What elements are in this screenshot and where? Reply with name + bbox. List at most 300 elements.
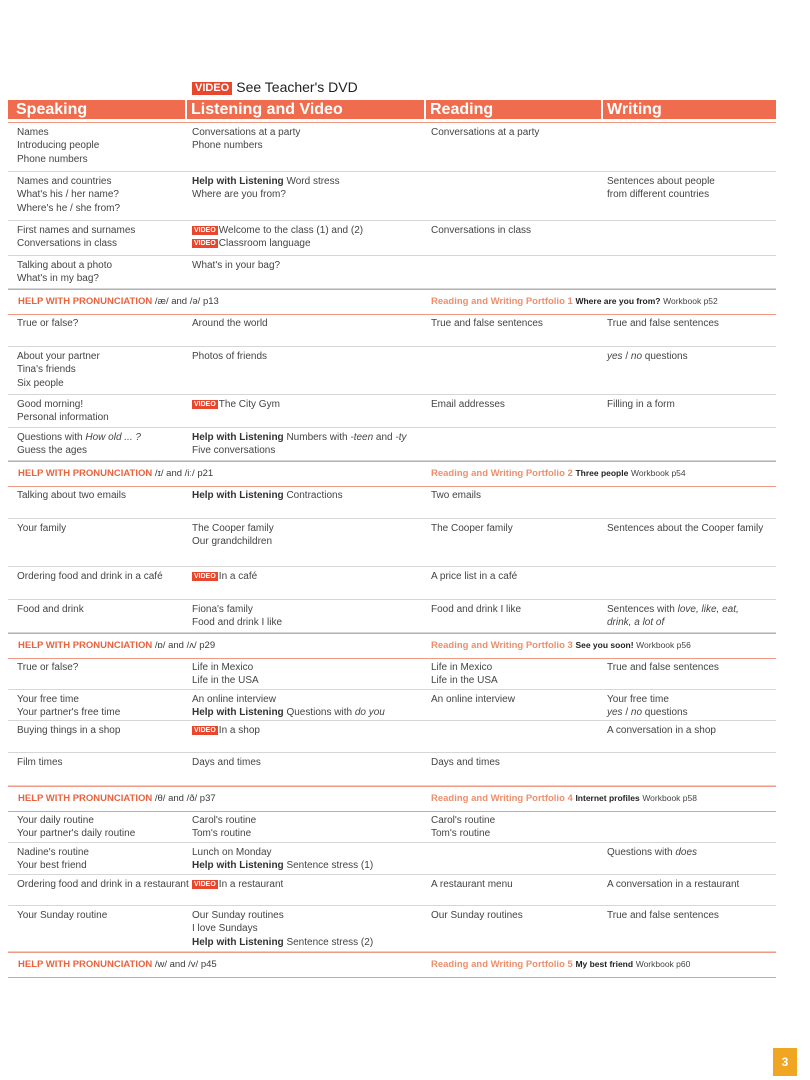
reading-cell — [431, 603, 603, 616]
speaking-cell — [17, 909, 187, 922]
pronunciation-row — [8, 289, 776, 315]
listening-video-cell — [192, 661, 427, 688]
cell-text: First names and surnames — [17, 225, 136, 236]
cell-text-italic: How old ... ? — [85, 432, 141, 443]
cell-line — [17, 126, 187, 139]
header-divider — [185, 100, 187, 119]
writing-cell — [607, 522, 772, 535]
cell-text: Ordering food and drink in a café — [17, 571, 163, 582]
pronunciation-label: HELP WITH PRONUNCIATION — [18, 296, 153, 307]
cell-line — [431, 522, 603, 535]
cell-line — [192, 317, 427, 330]
reading-cell — [431, 756, 603, 769]
cell-line — [17, 661, 187, 674]
portfolio-info — [431, 468, 686, 479]
portfolio-label: Reading and Writing Portfolio 2 — [431, 468, 573, 479]
cell-text: Sentences about the Cooper family — [607, 523, 764, 534]
cell-line — [192, 674, 427, 687]
cell-text: Numbers with — [283, 432, 351, 443]
cell-text: Life in Mexico — [192, 662, 254, 673]
cell-text: Our Sunday routines — [192, 910, 284, 921]
cell-line — [192, 535, 427, 548]
cell-line — [607, 175, 772, 188]
cell-line — [192, 398, 427, 411]
cell-text: Filling in a form — [607, 399, 675, 410]
speaking-cell — [17, 259, 187, 286]
cell-line — [431, 126, 603, 139]
cell-text: Sentences about people — [607, 176, 715, 187]
cell-line — [431, 603, 603, 616]
video-badge: VIDEO — [194, 226, 216, 234]
pronunciation-label: HELP WITH PRONUNCIATION — [18, 793, 153, 804]
writing-cell — [607, 661, 772, 674]
cell-text: Food and drink I like — [431, 604, 522, 615]
cell-line — [607, 603, 772, 616]
cell-line — [17, 153, 187, 166]
table-row — [8, 428, 776, 461]
cell-line — [17, 706, 187, 719]
cell-line — [431, 224, 603, 237]
workbook-page: Workbook p52 — [663, 296, 718, 306]
column-header-bar — [8, 100, 776, 119]
cell-text-italic: no — [630, 707, 643, 719]
cell-text: Talking about two emails — [17, 490, 126, 501]
speaking-cell — [17, 126, 187, 166]
pronunciation-sounds: /θ/ and /ð/ — [154, 793, 198, 804]
cell-line — [192, 522, 427, 535]
cell-line — [431, 398, 603, 411]
cell-text: Life in Mexico — [431, 662, 493, 673]
cell-line — [607, 724, 772, 737]
header-divider — [601, 100, 603, 119]
cell-text: Six people — [17, 377, 64, 389]
cell-text: Two emails — [431, 490, 482, 501]
video-badge: VIDEO — [194, 726, 216, 734]
cell-text: Contractions — [283, 490, 343, 501]
video-badge: VIDEO — [194, 572, 216, 580]
cell-text: Buying things in a shop — [17, 725, 121, 736]
cell-line — [17, 317, 187, 330]
help-with-listening-label: Help with Listening — [192, 707, 284, 719]
cell-line — [192, 724, 427, 737]
speaking-cell — [17, 317, 187, 330]
pronunciation-page: p45 — [200, 959, 217, 970]
cell-text: In a restaurant — [218, 879, 284, 890]
pronunciation-info — [18, 959, 217, 970]
pronunciation-sounds: /w/ and /v/ — [154, 959, 199, 970]
writing-cell — [607, 603, 772, 630]
cell-line — [192, 224, 427, 237]
cell-text: A conversation in a shop — [607, 725, 716, 736]
cell-text: Phone numbers — [17, 153, 88, 165]
listening-video-cell — [192, 398, 427, 411]
listening-video-cell — [192, 175, 427, 202]
video-badge: VIDEO — [192, 82, 232, 95]
speaking-cell — [17, 603, 187, 616]
cell-line — [192, 909, 427, 922]
pronunciation-row — [8, 786, 776, 812]
portfolio-label: Reading and Writing Portfolio 3 — [431, 640, 573, 651]
pronunciation-label: HELP WITH PRONUNCIATION — [18, 959, 153, 970]
cell-line — [17, 570, 187, 583]
cell-text: questions — [642, 707, 688, 719]
dvd-note — [192, 79, 358, 95]
portfolio-topic: My best friend — [575, 959, 634, 969]
cell-line — [192, 126, 427, 139]
cell-line — [17, 859, 187, 872]
workbook-page: Workbook p58 — [642, 793, 697, 803]
reading-cell — [431, 661, 603, 688]
cell-text: True and false sentences — [431, 318, 543, 329]
cell-text-italic: yes — [607, 707, 623, 719]
portfolio-topic: Where are you from? — [575, 296, 661, 306]
cell-text: Sentence stress (1) — [283, 860, 374, 872]
cell-text: An online interview — [192, 694, 276, 705]
cell-text: Personal information — [17, 412, 109, 424]
cell-line — [192, 139, 427, 152]
cell-text: What's his / her name? — [17, 189, 119, 201]
header-listening-video: Listening and Video — [191, 101, 343, 118]
table-row — [8, 753, 776, 786]
cell-line — [17, 363, 187, 376]
cell-line — [17, 431, 187, 444]
speaking-cell — [17, 661, 187, 674]
cell-text: True or false? — [17, 318, 79, 329]
cell-text: True and false sentences — [607, 318, 719, 329]
cell-line — [431, 317, 603, 330]
speaking-cell — [17, 489, 187, 502]
cell-text: Your best friend — [17, 860, 87, 872]
cell-line — [607, 878, 772, 891]
cell-text: True or false? — [17, 662, 79, 673]
reading-cell — [431, 878, 603, 891]
listening-video-cell — [192, 224, 427, 251]
pronunciation-info — [18, 296, 219, 307]
cell-line — [17, 398, 187, 411]
pronunciation-label: HELP WITH PRONUNCIATION — [18, 640, 153, 651]
portfolio-label: Reading and Writing Portfolio 5 — [431, 959, 573, 970]
cell-text: Ordering food and drink in a restaurant — [17, 879, 189, 890]
pronunciation-page: p13 — [202, 296, 219, 307]
cell-line — [192, 259, 427, 272]
help-with-listening-label: Help with Listening — [192, 860, 284, 872]
listening-video-cell — [192, 431, 427, 458]
cell-text-italic: do you — [354, 707, 385, 719]
cell-text-italic: yes — [607, 351, 623, 362]
cell-line — [607, 188, 772, 201]
portfolio-topic: Internet profiles — [575, 793, 640, 803]
cell-text-italic: no — [630, 351, 643, 362]
writing-cell — [607, 878, 772, 891]
cell-line — [607, 398, 772, 411]
portfolio-label: Reading and Writing Portfolio 1 — [431, 296, 573, 307]
speaking-cell — [17, 756, 187, 769]
portfolio-info — [431, 640, 691, 651]
table-row — [8, 906, 776, 952]
cell-line — [192, 878, 427, 891]
cell-line — [192, 661, 427, 674]
cell-text: I love Sundays — [192, 923, 258, 935]
cell-line — [192, 756, 427, 769]
cell-line — [192, 188, 427, 201]
cell-text: Lunch on Monday — [192, 847, 272, 858]
cell-line — [192, 570, 427, 583]
speaking-cell — [17, 814, 187, 841]
cell-text: and — [373, 432, 396, 443]
cell-line — [192, 846, 427, 859]
cell-line — [431, 878, 603, 891]
table-row — [8, 811, 776, 843]
cell-text: Conversations in class — [431, 225, 532, 236]
cell-text: Tom's routine — [431, 828, 491, 840]
cell-text-italic: does — [675, 847, 698, 858]
cell-text: Email addresses — [431, 399, 505, 410]
workbook-page: Workbook p60 — [635, 959, 691, 969]
cell-line — [192, 693, 427, 706]
cell-text: Phone numbers — [192, 140, 263, 152]
table-row — [8, 843, 776, 875]
help-with-listening-label: Help with Listening — [192, 490, 284, 501]
listening-video-cell — [192, 814, 427, 841]
cell-line — [17, 350, 187, 363]
cell-text: Your partner's free time — [17, 707, 121, 719]
cell-line — [431, 489, 603, 502]
speaking-cell — [17, 693, 187, 720]
writing-cell — [607, 398, 772, 411]
table-row — [8, 875, 776, 906]
cell-text: Questions with — [283, 707, 355, 719]
pronunciation-page: p29 — [199, 640, 216, 651]
cell-line — [431, 827, 603, 840]
reading-cell — [431, 398, 603, 411]
writing-cell — [607, 724, 772, 737]
table-row — [8, 486, 776, 519]
cell-text: True and false sentences — [607, 662, 719, 673]
cell-line — [192, 827, 427, 840]
cell-text: Days and times — [431, 757, 500, 768]
cell-text: In a café — [218, 571, 258, 582]
cell-text: Classroom language — [218, 238, 311, 250]
help-with-listening-label: Help with Listening — [192, 176, 284, 187]
header-speaking: Speaking — [16, 101, 88, 118]
cell-text: Carol's routine — [431, 815, 496, 826]
cell-line — [17, 846, 187, 859]
cell-text: An online interview — [431, 694, 515, 705]
cell-line — [17, 909, 187, 922]
cell-line — [192, 616, 427, 629]
cell-text-italic: -ty — [395, 432, 407, 443]
cell-line — [607, 846, 772, 859]
cell-line — [431, 570, 603, 583]
cell-text: Carol's routine — [192, 815, 257, 826]
speaking-cell — [17, 431, 187, 458]
cell-text: Life in the USA — [431, 675, 498, 687]
cell-text: A conversation in a restaurant — [607, 879, 740, 890]
video-badge: VIDEO — [194, 400, 216, 408]
pronunciation-row — [8, 633, 776, 659]
cell-line — [607, 693, 772, 706]
cell-text: The City Gym — [218, 399, 280, 410]
cell-text: Tina's friends — [17, 364, 76, 376]
cell-line — [17, 272, 187, 285]
listening-video-cell — [192, 350, 427, 363]
pronunciation-row — [8, 952, 776, 978]
table-row — [8, 221, 776, 256]
video-badge: VIDEO — [194, 240, 216, 248]
cell-line — [192, 431, 427, 444]
cell-text: Fiona's family — [192, 604, 253, 615]
cell-text: Our grandchildren — [192, 536, 273, 548]
cell-text: Introducing people — [17, 140, 100, 152]
writing-cell — [607, 317, 772, 330]
table-row — [8, 519, 776, 567]
speaking-cell — [17, 878, 187, 891]
listening-video-cell — [192, 126, 427, 153]
table-row — [8, 600, 776, 633]
pronunciation-sounds: /æ/ and /ə/ — [154, 296, 201, 307]
cell-text: Nadine's routine — [17, 847, 89, 858]
listening-video-cell — [192, 846, 427, 873]
cell-text: Your Sunday routine — [17, 910, 108, 921]
cell-text: Days and times — [192, 757, 261, 768]
cell-line — [17, 411, 187, 424]
table-row — [8, 172, 776, 221]
pronunciation-page: p37 — [199, 793, 216, 804]
table-row — [8, 347, 776, 395]
cell-text: Your free time — [17, 694, 79, 705]
cell-line — [17, 259, 187, 272]
writing-cell — [607, 350, 772, 363]
header-divider — [424, 100, 426, 119]
speaking-cell — [17, 724, 187, 737]
pronunciation-row — [8, 461, 776, 487]
cell-line — [17, 444, 187, 457]
reading-cell — [431, 489, 603, 502]
cell-line — [192, 706, 427, 719]
table-row — [8, 567, 776, 600]
cell-text: What's in my bag? — [17, 273, 99, 285]
cell-line — [17, 724, 187, 737]
cell-text: What's in your bag? — [192, 260, 281, 271]
cell-text: Tom's routine — [192, 828, 252, 840]
cell-line — [17, 224, 187, 237]
listening-video-cell — [192, 756, 427, 769]
cell-line — [17, 603, 187, 616]
cell-line — [192, 444, 427, 457]
speaking-cell — [17, 175, 187, 215]
cell-line — [17, 693, 187, 706]
cell-text: Word stress — [283, 176, 340, 187]
cell-line — [17, 827, 187, 840]
cell-text: Talking about a photo — [17, 260, 113, 271]
pronunciation-page: p21 — [197, 468, 214, 479]
cell-text: True and false sentences — [607, 910, 719, 921]
cell-line — [17, 202, 187, 215]
cell-text: Welcome to the class (1) and (2) — [218, 225, 364, 236]
listening-video-cell — [192, 724, 427, 737]
cell-line — [192, 175, 427, 188]
cell-text: Where's he / she from? — [17, 202, 121, 214]
cell-line — [17, 489, 187, 502]
cell-line — [17, 377, 187, 390]
cell-line — [17, 139, 187, 152]
cell-line — [17, 878, 187, 891]
table-row — [8, 256, 776, 289]
portfolio-info — [431, 793, 697, 804]
table-row — [8, 658, 776, 690]
cell-text-italic: -teen — [350, 432, 374, 443]
pronunciation-label: HELP WITH PRONUNCIATION — [18, 468, 153, 479]
cell-line — [192, 489, 427, 502]
table-row — [8, 690, 776, 721]
cell-text: Conversations in class — [17, 238, 118, 250]
header-writing: Writing — [607, 101, 662, 118]
table-row — [8, 721, 776, 753]
cell-line — [607, 317, 772, 330]
cell-line — [192, 814, 427, 827]
reading-cell — [431, 570, 603, 583]
reading-cell — [431, 224, 603, 237]
workbook-page: Workbook p56 — [636, 640, 691, 650]
cell-line — [17, 237, 187, 250]
cell-text: The Cooper family — [192, 523, 274, 534]
portfolio-info — [431, 296, 718, 307]
cell-text: Questions with — [607, 847, 676, 858]
video-badge: VIDEO — [194, 880, 216, 888]
cell-text: Conversations at a party — [192, 127, 301, 138]
reading-cell — [431, 317, 603, 330]
writing-cell — [607, 175, 772, 202]
cell-text-italic: drink, a lot of — [607, 617, 665, 629]
cell-text: Five conversations — [192, 445, 276, 457]
reading-cell — [431, 909, 603, 922]
cell-text: Sentences with — [607, 604, 678, 615]
cell-line — [607, 616, 772, 629]
speaking-cell — [17, 570, 187, 583]
cell-text: Around the world — [192, 318, 268, 329]
cell-line — [192, 237, 427, 250]
cell-text: Food and drink — [17, 604, 84, 615]
cell-line — [431, 756, 603, 769]
speaking-cell — [17, 846, 187, 873]
cell-text: Our Sunday routines — [431, 910, 523, 921]
listening-video-cell — [192, 522, 427, 549]
cell-text: Names — [17, 127, 49, 138]
workbook-page: Workbook p54 — [630, 468, 686, 478]
cell-text: Names and countries — [17, 176, 112, 187]
cell-text: Your partner's daily routine — [17, 828, 136, 840]
listening-video-cell — [192, 603, 427, 630]
cell-line — [192, 936, 427, 949]
writing-cell — [607, 693, 772, 720]
cell-text: Sentence stress (2) — [283, 936, 374, 948]
speaking-cell — [17, 398, 187, 425]
cell-text: Food and drink I like — [192, 617, 283, 629]
pronunciation-info — [18, 468, 213, 479]
cell-text: Photos of friends — [192, 351, 268, 362]
speaking-cell — [17, 224, 187, 251]
cell-text: Questions with — [17, 432, 86, 443]
cell-line — [17, 814, 187, 827]
cell-line — [431, 661, 603, 674]
cell-text: A price list in a café — [431, 571, 518, 582]
listening-video-cell — [192, 317, 427, 330]
cell-line — [607, 909, 772, 922]
listening-video-cell — [192, 693, 427, 720]
listening-video-cell — [192, 909, 427, 949]
cell-line — [192, 859, 427, 872]
speaking-cell — [17, 522, 187, 535]
